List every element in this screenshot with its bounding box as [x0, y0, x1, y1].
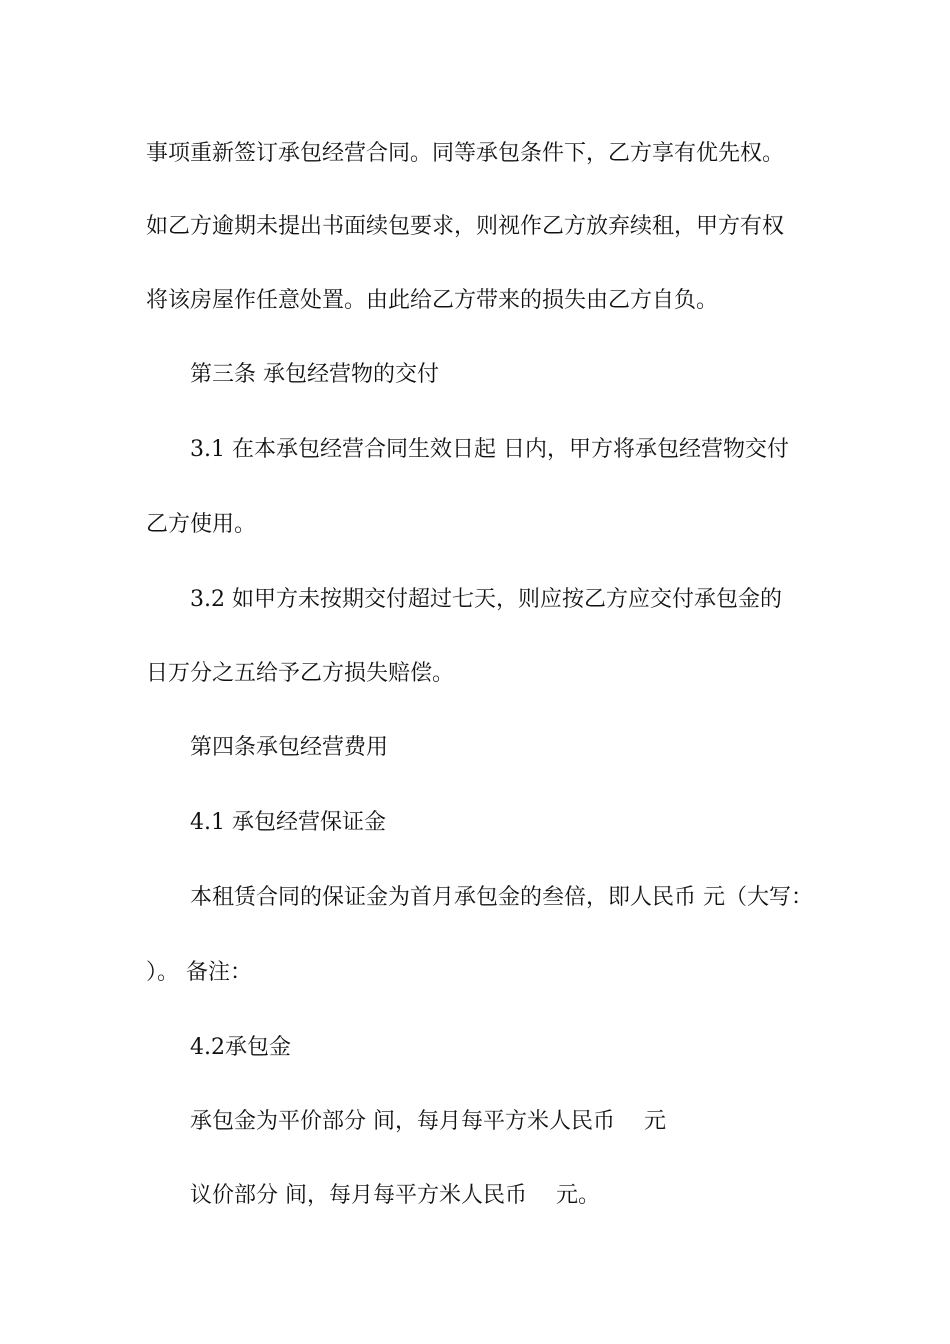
clause-line: 日万分之五给予乙方损失赔偿。: [146, 661, 455, 686]
clause-line: 本租赁合同的保证金为首月承包金的叁倍，即人民币 元（大写：: [190, 885, 813, 910]
clause-line: 乙方使用。: [146, 512, 257, 537]
section-heading: 第三条 承包经营物的交付: [190, 362, 439, 387]
paragraph-line: 如乙方逾期未提出书面续包要求，则视作乙方放弃续租，甲方有权: [146, 214, 785, 239]
clause-line: 议价部分 间，每月每平方米人民币 元。: [190, 1183, 600, 1208]
paragraph-line: 将该房屋作任意处置。由此给乙方带来的损失由乙方自负。: [146, 288, 719, 313]
clause-line: 承包金为平价部分 间，每月每平方米人民币 元: [190, 1109, 666, 1134]
section-heading: 第四条承包经营费用: [190, 735, 389, 760]
clause-heading: 4.1 承包经营保证金: [190, 810, 386, 835]
clause-line: 3.2 如甲方未按期交付超过七天，则应按乙方应交付承包金的: [190, 587, 782, 612]
paragraph-line: 事项重新签订承包经营合同。同等承包条件下，乙方享有优先权。: [146, 141, 785, 166]
clause-heading: 4.2承包金: [190, 1035, 291, 1060]
clause-line: 3.1 在本承包经营合同生效日起 日内，甲方将承包经营物交付: [190, 437, 789, 462]
clause-line: ）。 备注：: [146, 960, 252, 985]
